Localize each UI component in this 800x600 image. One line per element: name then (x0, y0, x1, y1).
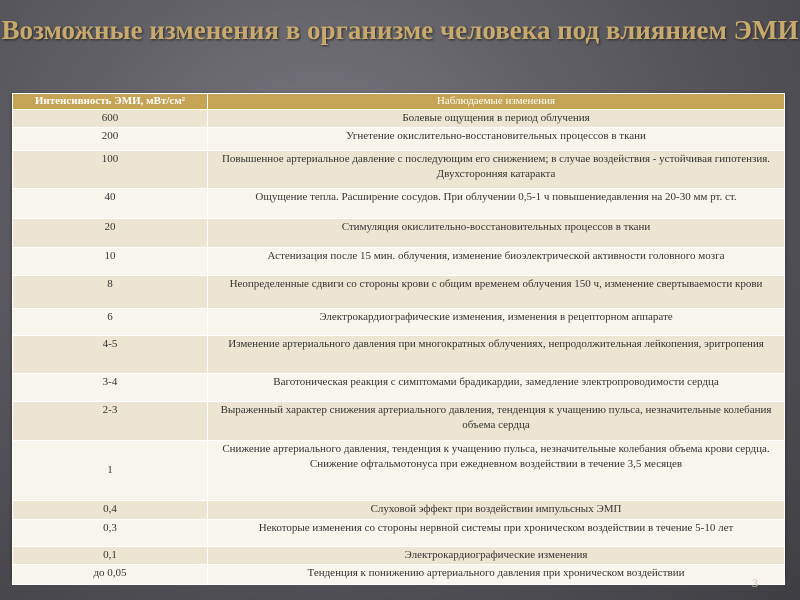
effect-cell: Электрокардиографические изменения, изменения в рецепторном аппарате (208, 309, 785, 336)
effect-cell: Электрокардиографические изменения (208, 547, 785, 565)
table-row (13, 151, 785, 189)
intensity-cell: 100 (13, 151, 208, 189)
effect-cell: Стимуляция окислительно-восстановительных процессов в ткани (208, 219, 785, 248)
slide-title: Возможные изменения в организме человека под влиянием ЭМИ (1, 15, 799, 45)
effect-cell: Тенденция к понижению артериального давления при хроническом воздействии (208, 565, 785, 585)
table-row (13, 441, 785, 501)
effect-cell: Угнетение окислительно-восстановительных процессов в ткани (208, 128, 785, 151)
header-effects: Наблюдаемые изменения (208, 94, 785, 110)
intensity-cell: 4-5 (13, 336, 208, 374)
intensity-cell: 0,3 (13, 520, 208, 547)
intensity-cell: 10 (13, 248, 208, 276)
emi-effects-table (12, 93, 785, 578)
table-row (13, 565, 785, 585)
effect-cell: Некоторые изменения со стороны нервной системы при хроническом воздействии в течение 5-10 лет (208, 520, 785, 547)
table-header-row (13, 94, 785, 110)
effect-cell: Слуховой эффект при воздействии импульсных ЭМП (208, 501, 785, 520)
intensity-cell: 0,1 (13, 547, 208, 565)
table-row (13, 309, 785, 336)
intensity-cell: 3-4 (13, 374, 208, 402)
effect-cell: Ваготоническая реакция с симптомами брадикардии, замедление электропроводимости сердца (208, 374, 785, 402)
table-row (13, 110, 785, 128)
effect-cell: Неопределенные сдвиги со стороны крови с общим временем облучения 150 ч, изменение свертываемости крови (208, 276, 785, 309)
effect-cell: Повышенное артериальное давление с последующим его снижением; в случае воздействия - устойчивая гипотензия. Двухсторонняя катаракта (208, 151, 785, 189)
table-row (13, 336, 785, 374)
effect-cell: Изменение артериального давления при многократных облучениях, непродолжительная лейкопения, эритропения (208, 336, 785, 374)
table-row (13, 219, 785, 248)
table-row (13, 547, 785, 565)
effect-cell: Снижение артериального давления, тенденция к учащению пульса, незначительные колебания объема крови сердца. Снижение офтальмотонуса при ежедневном воздействии в течение 3,5 месяцев (208, 441, 785, 501)
table-row (13, 248, 785, 276)
intensity-cell: 6 (13, 309, 208, 336)
intensity-cell: 2-3 (13, 402, 208, 441)
header-intensity: Интенсивность ЭМИ, мВт/см² (13, 94, 208, 110)
intensity-cell: до 0,05 (13, 565, 208, 585)
effect-cell: Болевые ощущения в период облучения (208, 110, 785, 128)
table-row (13, 501, 785, 520)
effect-cell: Выраженный характер снижения артериального давления, тенденция к учащению пульса, незначительные колебания объема сердца (208, 402, 785, 441)
table-row (13, 128, 785, 151)
table-row (13, 402, 785, 441)
table-row (13, 520, 785, 547)
effect-cell: Астенизация после 15 мин. облучения, изменение биоэлектрической активности головного мозга (208, 248, 785, 276)
intensity-cell: 200 (13, 128, 208, 151)
intensity-cell: 8 (13, 276, 208, 309)
intensity-cell: 40 (13, 189, 208, 219)
intensity-cell: 20 (13, 219, 208, 248)
table-row (13, 276, 785, 309)
table-row (13, 189, 785, 219)
intensity-cell: 0,4 (13, 501, 208, 520)
effect-cell: Ощущение тепла. Расширение сосудов. При облучении 0,5-1 ч повышениедавления на 20-30 мм рт. ст. (208, 189, 785, 219)
intensity-cell: 600 (13, 110, 208, 128)
slide-number: 3 (752, 576, 758, 590)
table-row (13, 374, 785, 402)
intensity-cell: 1 (13, 441, 208, 501)
